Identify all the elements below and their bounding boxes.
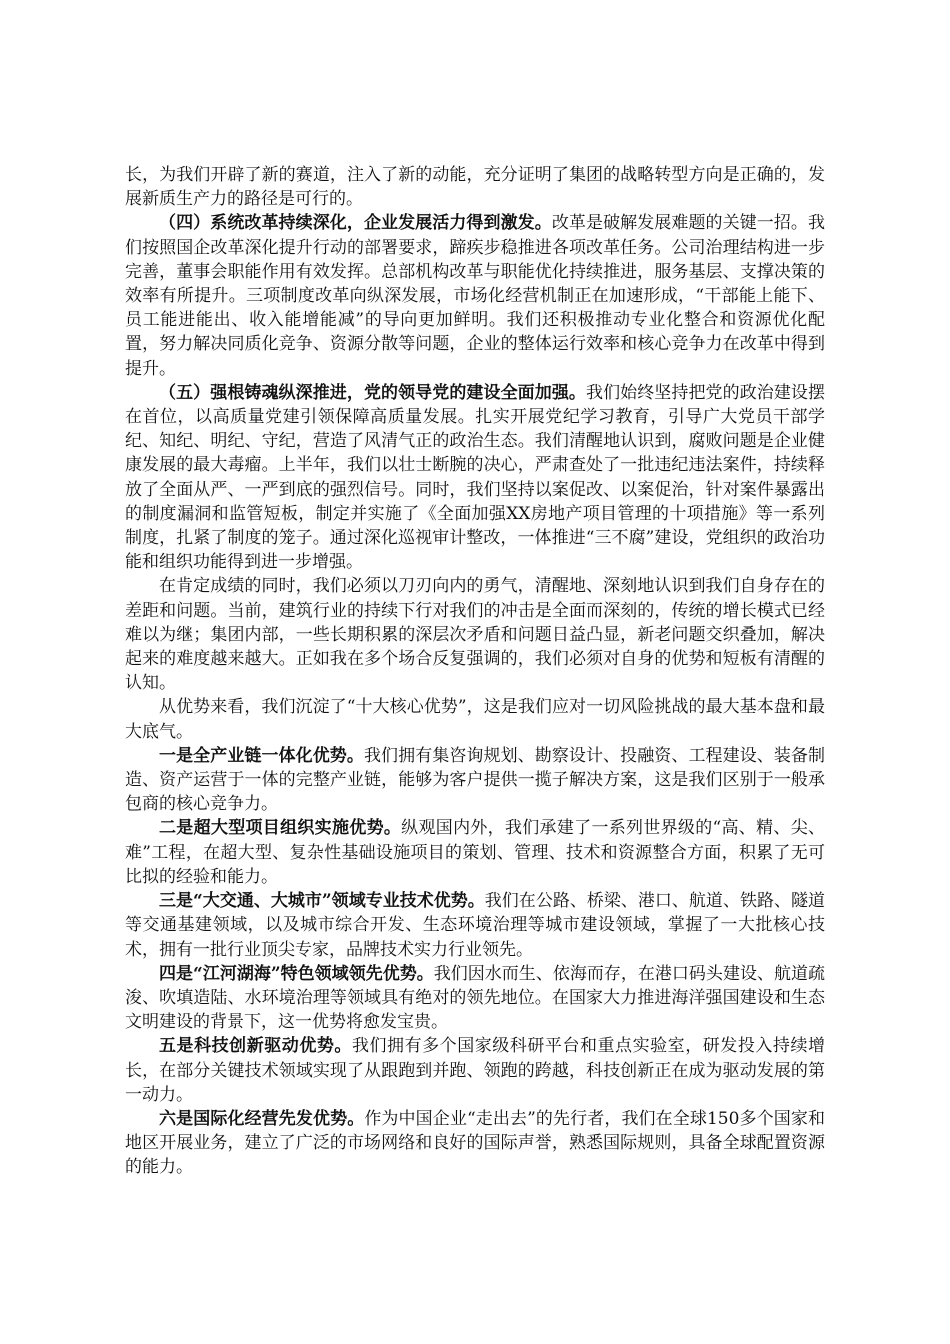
paragraph-text: 长，为我们开辟了新的赛道，注入了新的动能，充分证明了集团的战略转型方向是正确的，发展新质生产力的路径是可行的。 [125, 165, 825, 210]
paragraph-lead: 五是科技创新驱动优势。 [159, 1036, 352, 1057]
paragraph-continued [125, 163, 825, 211]
paragraph-lead: （五）强根铸魂纵深推进，党的领导党的建设全面加强。 [159, 382, 586, 403]
paragraph-text: 改革是破解发展难题的关键一招。我们按照国企改革深化提升行动的部署要求，蹄疾步稳推进各项改革任务。公司治理结构进一步完善，董事会职能作用有效发挥。总部机构改革与职能优化持续推进，服务基层、支撑决策的效率有所提升。三项制度改革向纵深发展，市场化经营机制正在加速形成，“干部能上能下、员工能进能出、收入能增能减”的导向更加鲜明。我们还积极推动专业化整合和资源优化配置，努力解决同质化竞争、资源分散等问题，企业的整体运行效率和核心竞争力在改革中得到提升。 [125, 213, 826, 379]
paragraph-text: 纵观国内外，我们承建了一系列世界级的“高、精、尖、难”工程，在超大型、复杂性基础设施项目的策划、管理、技术和资源整合方面，积累了无可比拟的经验和能力。 [125, 818, 825, 887]
paragraph-text: 我们拥有多个国家级科研平台和重点实验室，研发投入持续增长，在部分关键技术领域实现了从跟跑到并跑、领跑的跨越，科技创新正在成为驱动发展的第一动力。 [125, 1036, 826, 1105]
paragraph-text: 我们拥有集咨询规划、勘察设计、投融资、工程建设、装备制造、资产运营于一体的完整产业链，能够为客户提供一揽子解决方案，这是我们区别于一般承包商的核心竞争力。 [125, 745, 826, 815]
paragraph-party-building [125, 381, 825, 575]
paragraph-text: 我们在公路、桥梁、港口、航道、铁路、隧道等交通基建领域，以及城市综合开发、生态环境治理等城市建设领域，掌握了一大批核心技术，拥有一批行业顶尖专家，品牌技术实力行业领先。 [125, 891, 825, 960]
paragraph-text: 在肯定成绩的同时，我们必须以刀刃向内的勇气，清醒地、深刻地认识到我们自身存在的差距和问题。当前，建筑行业的持续下行对我们的冲击是全面而深刻的，传统的增长模式已经难以为继；集团内部，一些长期积累的深层次矛盾和问题日益凸显，新老问题交织叠加，解决起来的难度越来越大。正如我在多个场合反复强调的，我们必须对自身的优势和短板有清醒的认知。 [125, 576, 825, 694]
paragraph-text: 从优势来看，我们沉淀了“十大核心优势”，这是我们应对一切风险挑战的最大基本盘和最大底气。 [125, 697, 825, 742]
paragraph-reform [125, 211, 825, 380]
paragraph-problems [125, 574, 825, 695]
paragraph-advantages-intro [125, 695, 825, 743]
paragraph-advantage-5 [125, 1034, 825, 1107]
paragraph-lead: 六是国际化经营先发优势。 [159, 1108, 365, 1129]
paragraph-advantage-1 [125, 744, 825, 817]
paragraph-advantage-2 [125, 816, 825, 889]
paragraph-text: 我们因水而生、依海而存，在港口码头建设、航道疏浚、吹填造陆、水环境治理等领域具有绝对的领先地位。在国家大力推进海洋强国建设和生态文明建设的背景下，这一优势将愈发宝贵。 [125, 963, 825, 1033]
paragraph-advantage-6 [125, 1107, 825, 1180]
paragraph-lead: 一是全产业链一体化优势。 [159, 745, 364, 766]
document-page [125, 163, 825, 1180]
paragraph-advantage-4 [125, 962, 825, 1035]
paragraph-advantage-3 [125, 889, 825, 962]
paragraph-text: 作为中国企业“走出去”的先行者，我们在全球150多个国家和地区开展业务，建立了广泛的市场网络和良好的国际声誉，熟悉国际规则，具备全球配置资源的能力。 [125, 1108, 825, 1178]
paragraph-lead: 四是“江河湖海”特色领域领先优势。 [159, 963, 434, 984]
paragraph-lead: 二是超大型项目组织实施优势。 [159, 818, 402, 839]
paragraph-lead: 三是“大交通、大城市”领域专业技术优势。 [159, 891, 485, 912]
paragraph-lead: （四）系统改革持续深化，企业发展活力得到激发。 [159, 213, 552, 234]
paragraph-text: 我们始终坚持把党的政治建设摆在首位，以高质量党建引领保障高质量发展。扎实开展党纪学习教育，引导广大党员干部学纪、知纪、明纪、守纪，营造了风清气正的政治生态。我们清醒地认识到，腐败问题是企业健康发展的最大毒瘤。上半年，我们以壮士断腕的决心，严肃查处了一批违纪违法案件，持续释放了全面从严、一严到底的强烈信号。同时，我们坚持以案促改、以案促治，针对案件暴露出的制度漏洞和监管短板，制定并实施了《全面加强XX房地产项目管理的十项措施》等一系列制度，扎紧了制度的笼子。通过深化巡视审计整改，一体推进“三不腐”建设，党组织的政治功能和组织功能得到进一步增强。 [125, 382, 826, 573]
